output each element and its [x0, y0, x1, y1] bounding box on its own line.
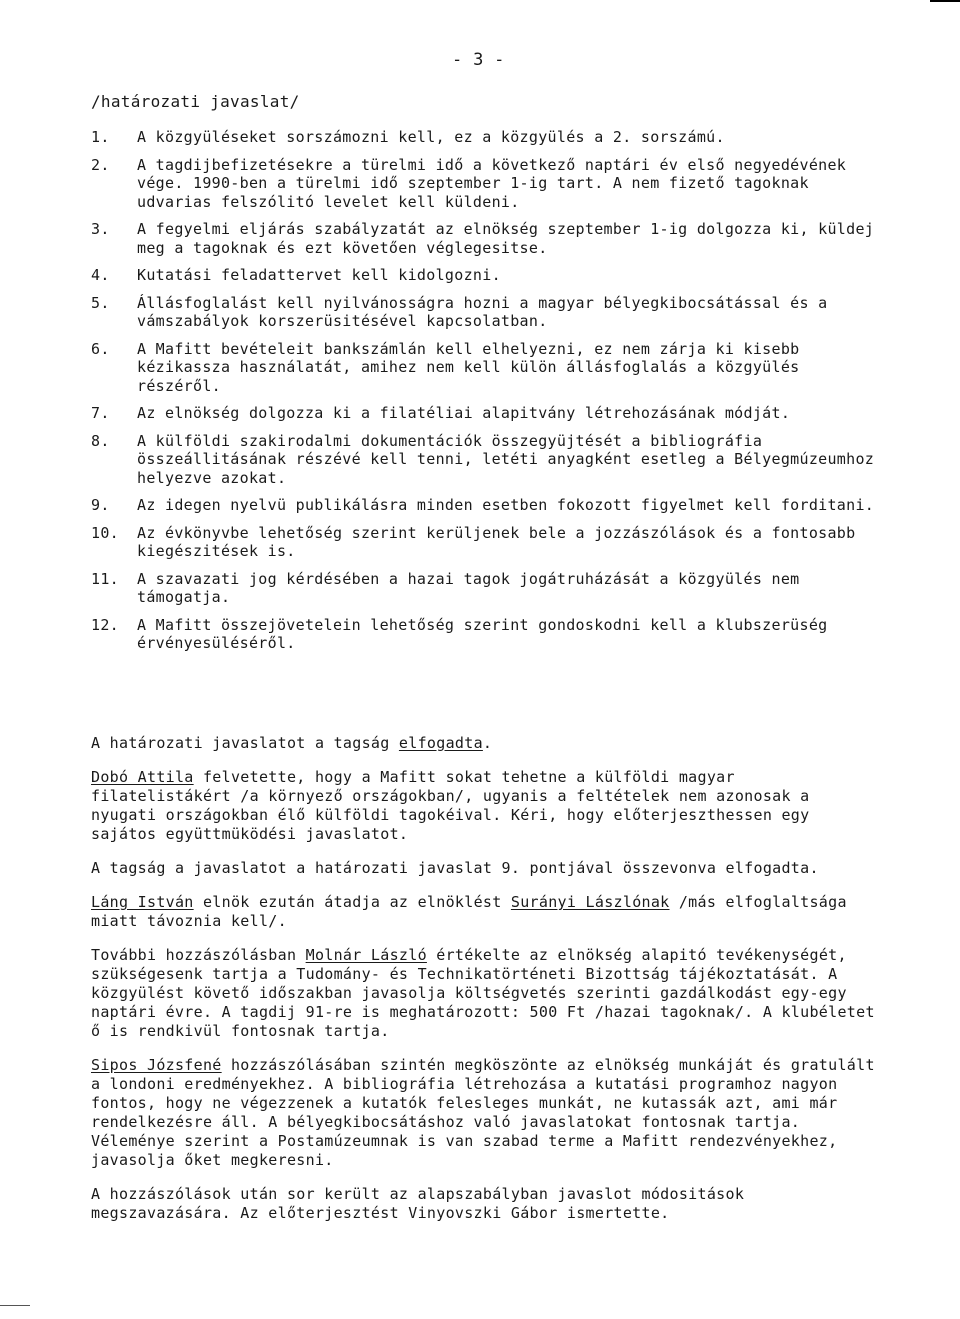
list-item — [91, 156, 881, 212]
paragraph — [91, 893, 881, 931]
paragraph — [91, 1056, 881, 1170]
item-number: 8. — [91, 431, 110, 450]
paragraph — [91, 859, 881, 878]
list-item — [91, 220, 881, 257]
list-item — [91, 340, 881, 396]
paragraph-text: értékelte az elnökség alapitó tevékenységét, szükségesenk tartja a Tudomány- és Technikatörténeti Bizottság tájékoztatását. A közgyülést követő időszakban javasolja költségvetés szerinti gazdálkodást egy-egy naptári évre. A tagdij 91-re is meghatározott: 500 Ft /hazai tagoknak/. A klubéletet ő is rendkivül fontosnak tartja. — [91, 946, 875, 1040]
item-text: Állásfoglalást kell nyilvánosságra hozni a magyar bélyegkibocsátással és a vámszabályok korszerüsitésével kapcsolatban. — [137, 293, 828, 330]
list-item — [91, 524, 881, 561]
item-text: Az elnökség dolgozza ki a filatéliai alapitvány létrehozásának módját. — [137, 404, 791, 422]
paragraph-text: hozzászólásában szintén megköszönte az elnökség munkáját és gratulált a londoni eredményekhez. A bibliográfia létrehozása a kutatási programhoz nagyon fontos, hogy ne végezzenek a kutatók felesleges munkát, ne kutassák azt, ami már rendelkezésre áll. A bélyegkibocsátáshoz való javaslatokat fontosnak tartja. Véleménye szerint a Postamúzeumnak is van szabad terme a Mafitt rendezvényekhez, javasolja őket megkeresni. — [91, 1056, 875, 1169]
paragraph-text: A határozati javaslatot a tagság — [91, 734, 399, 752]
paragraph-text: További hozzászólásban — [91, 946, 306, 964]
speaker-name: Surányi Lászlónak — [510, 893, 670, 911]
minutes-body — [91, 719, 881, 1234]
item-number: 9. — [91, 496, 110, 514]
list-item — [91, 570, 881, 607]
list-item — [91, 404, 881, 423]
underlined-text: elfogadta — [398, 734, 483, 752]
item-text: A fegyelmi eljárás szabályzatát az elnökség szeptember 1-ig dolgozza ki, küldej meg a tagoknak és ezt követően véglegesitse. — [137, 220, 875, 257]
paragraph — [91, 1185, 881, 1223]
resolution-list — [91, 128, 881, 662]
list-item — [91, 496, 881, 515]
item-number: 4. — [91, 266, 110, 284]
item-number: 12. — [91, 615, 119, 634]
paragraph — [91, 734, 881, 753]
item-text: Kutatási feladattervet kell kidolgozni. — [137, 266, 501, 284]
item-number: 11. — [91, 569, 119, 588]
paragraph-text: . — [482, 734, 493, 752]
list-item — [91, 294, 881, 331]
speaker-name: Sipos Józsfené — [91, 1056, 222, 1074]
speaker-name: Láng István — [91, 893, 194, 911]
section-heading: /határozati javaslat/ — [91, 92, 300, 111]
speaker-name: Molnár László — [305, 946, 427, 964]
item-text: A közgyüléseket sorszámozni kell, ez a közgyülés a 2. sorszámú. — [137, 128, 725, 146]
paragraph-text: A hozzászólások után sor került az alapszabályban javaslot módositások megszavazására. Az előterjesztést Vinyovszki Gábor ismertette. — [91, 1185, 745, 1222]
scan-edge-mark — [0, 1305, 30, 1306]
list-item — [91, 616, 881, 653]
scan-edge-mark — [930, 0, 960, 2]
paragraph-text: A tagság a javaslatot a határozati javaslat 9. pontjával összevonva elfogadta. — [91, 859, 819, 877]
item-text: Az idegen nyelvü publikálásra minden esetben fokozott figyelmet kell forditani. — [137, 496, 875, 514]
item-text: A tagdijbefizetésekre a türelmi idő a következő naptári év első negyedévének vége. 1990-ben a türelmi idő szeptember 1-ig tart. A nem fizető tagoknak udvarias felszólitó levelet kell küldeni. — [137, 155, 847, 211]
item-text: A külföldi szakirodalmi dokumentációk összegyüjtését a bibliográfia összeállitásának részévé kell tenni, letéti anyagként esetleg a Bélyegmúzeumhoz helyezve azokat. — [137, 431, 875, 487]
list-item — [91, 432, 881, 488]
speaker-name: Dobó Attila — [91, 768, 194, 786]
paragraph — [91, 768, 881, 844]
item-number: 5. — [91, 293, 110, 312]
item-text: Az évkönyvbe lehetőség szerint kerüljenek bele a jozzászólások és a fontosabb kiegészitések is. — [137, 523, 856, 560]
item-text: A szavazati jog kérdésében a hazai tagok jogátruházását a közgyülés nem támogatja. — [137, 569, 800, 606]
item-number: 1. — [91, 128, 110, 146]
paragraph-text: felvetette, hogy a Mafitt sokat tehetne a külföldi magyar filatelistákért /a környező országokban/, ugyanis a feltételek nem azonosak a nyugati országokban élő külföldi tagokéival. Kéri, hogy előterjeszthessen egy sajátos együttmüködési javaslatot. — [91, 768, 810, 843]
item-number: 10. — [91, 523, 119, 542]
item-number: 2. — [91, 155, 110, 174]
paragraph — [91, 946, 881, 1041]
list-item — [91, 128, 881, 147]
item-text: A Mafitt összejövetelein lehetőség szerint gondoskodni kell a klubszerüség érvényesüléséről. — [137, 615, 828, 652]
item-number: 7. — [91, 404, 110, 422]
item-number: 6. — [91, 339, 110, 358]
page-number: - 3 - — [452, 50, 505, 70]
item-text: A Mafitt bevételeit bankszámlán kell elhelyezni, ez nem zárja ki kisebb kézikassza használatát, amihez nem kell külön állásfoglalás a közgyülés részéről. — [137, 339, 800, 395]
paragraph-text: elnök ezután átadja az elnöklést — [193, 893, 511, 911]
paragraph-text: /más elfoglaltsága miatt távoznia kell/. — [91, 893, 847, 930]
item-number: 3. — [91, 220, 110, 238]
list-item — [91, 266, 881, 285]
